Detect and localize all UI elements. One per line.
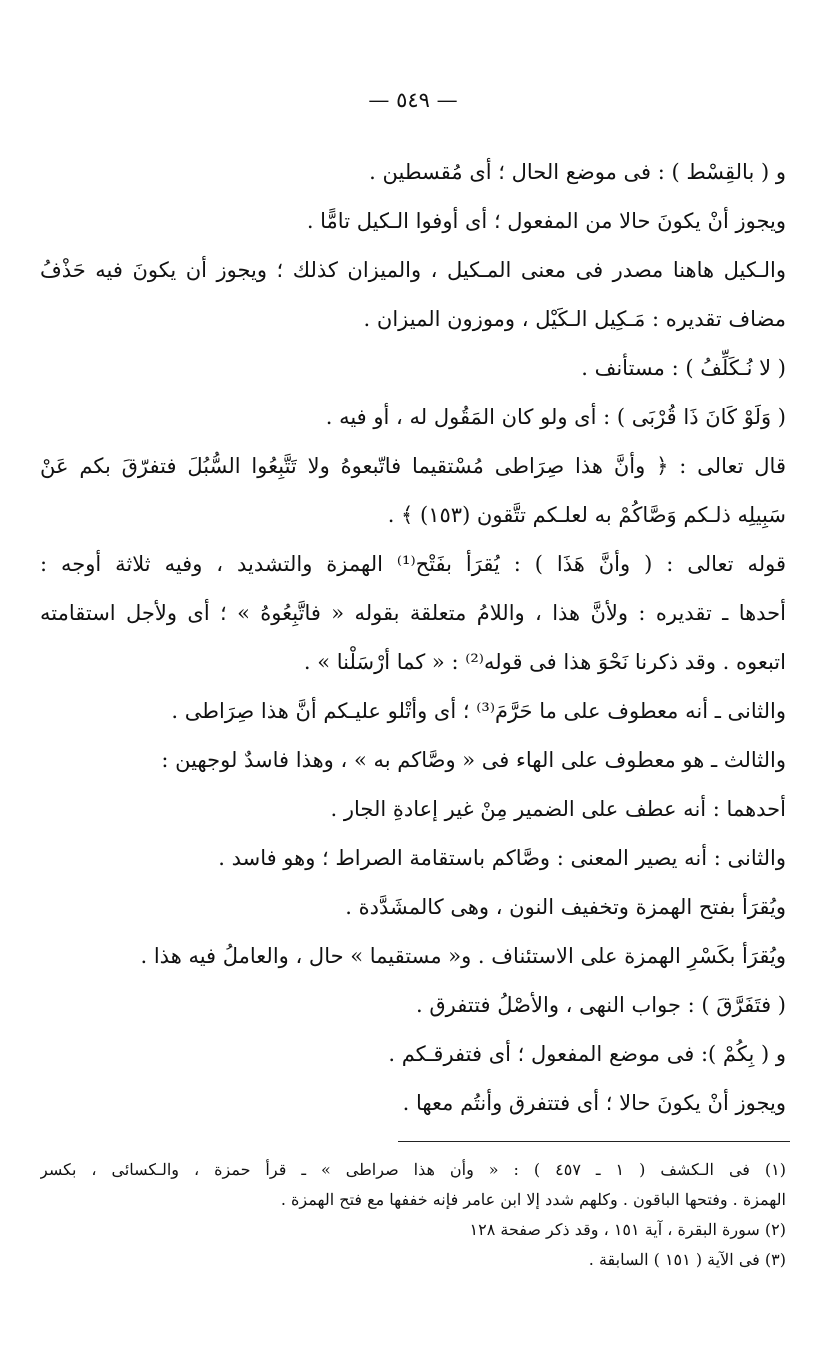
footnote-line: الهمزة . وفتحها الباقون . وكلهم شدد إلا ابن عامر فإنه خففها مع فتح الهمزة . [280, 1190, 786, 1209]
text-line: والـكيل هاهنا مصدر فى معنى المـكيل ، والميزان كذلك ؛ ويجوز أن يكونَ فيه حَذْفُ [40, 258, 786, 282]
text-line: ويُقرَأ بكَسْرِ الهمزة على الاستئناف . و« مستقيما » حال ، والعاملُ فيه هذا . [140, 944, 786, 968]
text-line: ( لا نُـكَلِّفُ ) : مستأنف . [581, 356, 786, 380]
text-line: ويجوز أنْ يكونَ حالا من المفعول ؛ أى أوفوا الـكيل تامًّا . [306, 209, 786, 233]
quran-verse-line: قال تعالى : ﴿ وأنَّ هذا صِرَاطى مُسْتقيما فاتّبعوهُ ولا تَتَّبِعُوا السُّبُلَ فتفرّقَ بكم عَنْ [40, 454, 786, 478]
main-text [40, 148, 786, 1128]
text-line: مضاف تقديره : مَـكِيل الـكَيْل ، وموزون الميزان . [363, 307, 786, 331]
text-line: و ( بالقِسْط ) : فى موضع الحال ؛ أى مُقسطين . [369, 160, 786, 184]
text-line: والثالث ـ هو معطوف على الهاء فى « وصَّاكم به » ، وهذا فاسدٌ لوجهين : [161, 748, 786, 772]
text-line: أحدهما : أنه عطف على الضمير مِنْ غير إعادةِ الجار . [330, 797, 786, 821]
text-line: ( وَلَوْ كَانَ ذَا قُرْبَى ) : أى ولو كان المَقُول له ، أو فيه . [325, 405, 786, 429]
footnote-line: (٣) فى الآية ( ١٥١ ) السابقة . [588, 1250, 786, 1269]
text-line: و ( بِكُمْ ): فى موضع المفعول ؛ أى فتفرقـكم . [388, 1042, 786, 1066]
footnote-line: (١) فى الـكشف ( ١ ـ ٤٥٧ ) : « وأن هذا صراطى » ـ قرأ حمزة ، والـكسائى ، بكسر [40, 1160, 786, 1179]
quran-verse-line: سَبِيلِه ذلـكم وَصَّاكُمْ به لعلـكم تتَّقون (١٥٣) ﴾ . [387, 503, 786, 527]
footnote-divider [398, 1141, 790, 1142]
text-line: اتبعوه . وقد ذكرنا نَحْوَ هذا فى قوله⁽²⁾ : « كما أرْسَلْنا » . [303, 650, 786, 674]
footnotes [40, 1155, 786, 1275]
text-line: أحدها ـ تقديره : ولأنَّ هذا ، واللامُ متعلقة بقوله « فاتَّبِعُوهُ » ؛ أى ولأجل استقامته [40, 601, 786, 625]
text-line: والثانى ـ أنه معطوف على ما حَرَّمَ⁽³⁾ ؛ أى وأتْلو عليـكم أنَّ هذا صِرَاطى . [171, 699, 786, 723]
text-line: ( فتَفَرَّقَ ) : جواب النهى ، والأصْلُ فتتفرق . [416, 993, 786, 1017]
page-number: — ٥٤٩ — [368, 88, 458, 112]
text-line: ويجوز أنْ يكونَ حالا ؛ أى فتتفرق وأنتُم معها . [402, 1091, 786, 1115]
text-line: والثانى : أنه يصير المعنى : وصَّاكم باستقامة الصراط ؛ وهو فاسد . [218, 846, 786, 870]
footnote-line: (٢) سورة البقرة ، آية ١٥١ ، وقد ذكر صفحة ١٢٨ [469, 1220, 786, 1239]
text-line: قوله تعالى : ( وأنَّ هَذَا ) : يُقرَأ بفَتْح⁽¹⁾ الهمزة والتشديد ، وفيه ثلاثة أوجه : [40, 552, 786, 576]
text-line: ويُقرَأ بفتح الهمزة وتخفيف النون ، وهى كالمشَدَّدة . [345, 895, 786, 919]
